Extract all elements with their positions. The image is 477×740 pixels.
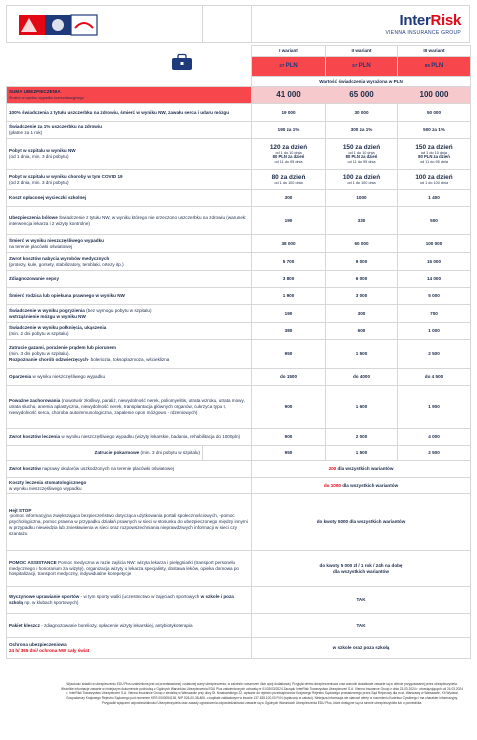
merged-row xyxy=(7,478,471,494)
variant-label-row xyxy=(7,46,471,57)
row-value: do 4000 xyxy=(326,369,398,386)
row-value: 120 za dzień od 1 do 10 dnia 80 PLN za dzień od 11 do 95 dnia xyxy=(252,139,326,170)
coverage-table xyxy=(6,45,471,659)
table-row xyxy=(7,305,471,323)
row-value: 3 000 xyxy=(326,288,398,305)
merged-value: TAK xyxy=(252,614,471,638)
merged-value: do kwoty 5000 dla wszystkich wariantów xyxy=(252,494,471,551)
row-value: 500 za 1% xyxy=(398,122,471,139)
row-label: Zwrot kosztów leczenia w wyniku nieszczęśliwego wypadku (wizyty lekarskie, badania, rehabilitacja do 1000pln) xyxy=(7,429,252,446)
table-row xyxy=(7,190,471,207)
merged-value: 200 dla wszystkich wariantów xyxy=(252,461,471,478)
header-left-cell xyxy=(7,6,203,42)
row-value: 2 500 xyxy=(398,446,471,461)
table-row xyxy=(7,369,471,386)
variant-3-label: III wariant xyxy=(398,46,471,57)
sum-value-3: 100 000 xyxy=(398,87,471,104)
row-label: POMOC ASSISTANCE Pomoc medyczna w razie zajścia NW: wizyta lekarza i pielęgniarki (transport personelu medycznego i honorarium za wizytę), organizacja wizyty u lekarza specjalisty, dostawa leków, opieka domowa po hospitalizacji, transport medyczny, indywidualne korepetycje xyxy=(7,551,252,587)
row-value: 38 000 xyxy=(252,235,326,253)
row-value: 500 xyxy=(398,207,471,235)
row-label: Świadczenie w wyniku połknięcia, ukąszenia (min. 2 dni pobytu w szpitalu) xyxy=(7,323,252,340)
row-value: 1 500 xyxy=(326,446,398,461)
value-header-row xyxy=(7,77,471,87)
row-value: 300 xyxy=(326,305,398,323)
row-value: 1 900 xyxy=(252,288,326,305)
sum-label-cell: SUMA UBEZPIECZENIA Śmierć w wyniku wypadku komunikacyjnego xyxy=(7,87,252,104)
row-value: 6 000 xyxy=(326,271,398,288)
row-value: 1000 xyxy=(326,190,398,207)
row-value: 2 500 xyxy=(398,340,471,369)
row-value: 950 xyxy=(252,446,326,461)
row-label: Zwrot kosztów naprawy okularów uszkodzonych na terenie placówki oświatowej xyxy=(7,461,252,478)
brand-tagline: VIENNA INSURANCE GROUP xyxy=(385,30,461,36)
price-row xyxy=(7,57,471,77)
brand-shapes-icon xyxy=(15,12,105,38)
row-value: 15 000 xyxy=(398,253,471,271)
row-label: Zwrot kosztów nabycia wyrobów medycznych (protezy, kule, gorsety, stabilizatory, temblaki, ortezy itp.) xyxy=(7,253,252,271)
table-row xyxy=(7,139,471,170)
row-value: 19 000 xyxy=(252,104,326,122)
value-header: Wartość świadczenia wyrażona w PLN xyxy=(252,77,471,87)
merged-row xyxy=(7,551,471,587)
row-value: 190 xyxy=(252,207,326,235)
row-label: Ubezpieczenia bólowe Świadczenie z tytułu NW, w wyniku którego nie orzeczono uszczerbku na zdrowiu (warunek: interwencja lekarza i 2 wizyty kontrolne) xyxy=(7,207,252,235)
row-value: 1 900 xyxy=(398,386,471,429)
merged-row xyxy=(7,587,471,614)
row-label: Wyczynowe uprawianie sportów - w tym sporty walki (uczestnictwo w zajęciach sportowych w szkole i poza szkołą np. w klubach sportowych) xyxy=(7,587,252,614)
row-value: 1 500 xyxy=(326,340,398,369)
footer-disclaimer: Wysokość składki w ubezpieczeniu EDU Plus uzależniona jest od przedstawionej i ustalonej sumy ubezpieczenia, w zakresie rozszerzeń i/lub opcji dodatkowej. Przyjęta oferta ubezpieczeniowa oraz warunki dodatkowe zawarte są w ofercie przygotowanej przez ubezpieczyciela. Wszelkie informacje zawarte w niniejszym dokumencie pochodzą z Ogólnych Warunków Ubezpieczenia EDU Plus zatwierdzonych uchwałą nr 01/03/03/2024 Zarządu InterRisk Towarzystwa Ubezpieczeń S.A. Vienna Insurance Group z dnia 23.03.2024 r. obowiązujących od 24.03.2024 r. InterRisk Towarzystwo Ubezpieczeń S.A. Vienna Insurance Group z siedzibą w Warszawie przy ulicy St. Noakowskiego 22, wpisane do rejestru przedsiębiorców Krajowego Rejestru Sądowego prowadzonego przez Sąd Rejonowy dla m.st. Warszawy w Warszawie, XII Wydział Gospodarczy Krajowego Rejestru Sądowego pod numerem KRS 0000054136, NIP 526-00-38-806, o kapitale zakładowym w kwocie 137.635.100,00 PLN (wpłacony w całości). Niniejsza informacja nie stanowi oferty w rozumieniu Kodeksu Cywilnego i ma charakter informacyjny. Przypadki wyłączeń odpowiedzialności Ubezpieczyciela oraz zasady ograniczenia odpowiedzialności zawarte są w Ogólnych Warunkach Ubezpieczenia EDU Plus, które dostępne są na stronie ubezpieczyciela lub u pośrednika. xyxy=(61,682,463,705)
table-row xyxy=(7,340,471,369)
row-value: 600 xyxy=(326,323,398,340)
table-row xyxy=(7,122,471,139)
table-row xyxy=(7,429,471,446)
table-row xyxy=(7,235,471,253)
table-row xyxy=(7,104,471,122)
row-value: 4 000 xyxy=(398,429,471,446)
table-row xyxy=(7,446,471,461)
row-value: 900 xyxy=(252,386,326,429)
row-label: Zatrucie gazami, porażenie prądem lub piorunem (min. 3 dni pobytu w szpitalu). Rozpoznanie chorób odzwierzęcych- boleriozia, toksoplazmoza, wścieklizna xyxy=(7,340,252,369)
table-row xyxy=(7,207,471,235)
row-value: 330 xyxy=(326,207,398,235)
row-label: Świadczenie za 1% uszczerbku na zdrowiu (płatne za 1 rok) xyxy=(7,122,252,139)
merged-row xyxy=(7,614,471,638)
row-value: 100 za dzień od 1 do 100 dnia xyxy=(326,170,398,190)
sum-value-2: 65 000 xyxy=(326,87,398,104)
sum-value-1: 41 000 xyxy=(252,87,326,104)
row-label: 100% świadczenia z tytułu uszczerbku na zdrowiu, śmierć w wyniku NW, zawału serca i udaru mózgu xyxy=(7,104,252,122)
row-label: Zatrucie pokarmowe (min. 3 dni pobytu w szpitalu) xyxy=(7,446,203,461)
row-label: Koszty leczenia stomatologicznego w wyniku nieszczęśliwego wypadku xyxy=(7,478,252,494)
row-value: 100 000 xyxy=(398,235,471,253)
variant-1-price: 37 PLN xyxy=(252,57,326,77)
header-mid-cell xyxy=(203,6,252,42)
row-label: Śmierć w wyniku nieszczęśliwego wypadku na terenie placówki oświatowej xyxy=(7,235,252,253)
row-value: 300 xyxy=(252,190,326,207)
row-value: 190 za 1% xyxy=(252,122,326,139)
variant-2-label: II wariant xyxy=(326,46,398,57)
row-value: 14 000 xyxy=(398,271,471,288)
row-label: Śmierć rodzica lub opiekuna prawnego w wyniku NW xyxy=(7,288,252,305)
variant-3-price: 89 PLN xyxy=(398,57,471,77)
table-row xyxy=(7,288,471,305)
row-value: 700 xyxy=(398,305,471,323)
table-row xyxy=(7,323,471,340)
row-value: 1 600 xyxy=(326,386,398,429)
row-value: 9 000 xyxy=(326,253,398,271)
row-value: 900 xyxy=(252,429,326,446)
merged-value: w szkole oraz poza szkołą xyxy=(252,638,471,659)
merged-row xyxy=(7,638,471,659)
row-value: 80 za dzień od 1 do 100 dnia xyxy=(252,170,326,190)
merged-value: TAK xyxy=(252,587,471,614)
merged-value: do 1000 dla wszystkich wariantów xyxy=(252,478,471,494)
header-box xyxy=(6,5,470,43)
row-value: 3 800 xyxy=(252,271,326,288)
row-value: 150 za dzień od 1 do 10 dnia 80 PLN za dzień od 11 do 95 dnia xyxy=(326,139,398,170)
variant-1-label: I wariant xyxy=(252,46,326,57)
table-row xyxy=(7,386,471,429)
row-value: 950 xyxy=(252,340,326,369)
table-row xyxy=(7,253,471,271)
row-label: Pakiet kleszcz - zdiagnozowanie boreliozy, opłacenie wizyty lekarskiej, antybiotykoterapia xyxy=(7,614,252,638)
row-label: Świadczenie w wyniku pogryzienia (bez wymogu pobytu w szpitalu) wstrząśnienie mózgu w wyniku NW xyxy=(7,305,252,323)
row-label: Hejt STOP -pomoc informacyjna zwiększająca bezpieczeństwo dotycząca użytkowania portali społecznościowych, -pomoc psychologiczna, pomoc prawna w przypadku działań prawnych w sieci w stosunku do ubezpieczonego między innymi w przypadku niewiedzia lub zniesławienia w sieci oraz rozpowszechniania nieprawdziwych informacji w sieci czy szantażu xyxy=(7,494,252,551)
row-value: 5 700 xyxy=(252,253,326,271)
row-value: 190 xyxy=(252,305,326,323)
row-value: do 1500 xyxy=(252,369,326,386)
row-value: 50 000 xyxy=(398,104,471,122)
row-label: Zdiagnozowanie sepsy xyxy=(7,271,252,288)
row-value: 300 za 1% xyxy=(326,122,398,139)
brand-name: InterRisk xyxy=(399,12,461,29)
row-value: 60 000 xyxy=(326,235,398,253)
row-value: 30 000 xyxy=(326,104,398,122)
row-label: Pobyt w szpitalu w wyniku NW (od 1 dnia, min. 3 dni pobytu) xyxy=(7,139,252,170)
brand-logo xyxy=(345,12,461,40)
row-label: Koszt opłaconej wycieczki szkolnej xyxy=(7,190,252,207)
merged-row xyxy=(7,494,471,551)
row-value: 1 400 xyxy=(398,190,471,207)
table-row xyxy=(7,271,471,288)
row-value: 2 000 xyxy=(326,429,398,446)
row-label: Poważne zachorowania (nowotwór złośliwy, paraliż, niewydolność nerek, poliomyelitis, utrata wzroku, utrata mowy, utrata słuchu, anemia aplastyczna, niewydolność nerek, transplantacja głównych organów, cukrzyca typu I, niewydolność serca, choroba autoimmunologiczna, zapalenie opon mózgowo - rdzeniowych) xyxy=(7,386,252,429)
row-label: Oparzenia w wyniku nieszczęśliwego wypadku xyxy=(7,369,252,386)
table-row xyxy=(7,170,471,190)
row-value: do 4 500 xyxy=(398,369,471,386)
row-value: 1 000 xyxy=(398,323,471,340)
merged-value: do kwoty 5 000 zł / 1 rok / 24h na dobę dla wszystkich wariantów xyxy=(252,551,471,587)
row-label: Ochrona ubezpieczeniowa 24 h/ 365 dni/ ochrona NW cały świat xyxy=(7,638,252,659)
row-value: 5 000 xyxy=(398,288,471,305)
row-label: Pobyt w szpitalu w wyniku choroby w tym COVID 19 (od 2 dnia, min. 3 dni pobytu) xyxy=(7,170,252,190)
row-value: 150 za dzień od 1 do 10 dnia 80 PLN za dzień od 11 do 95 dnia xyxy=(398,139,471,170)
row-value: 100 za dzień od 1 do 100 dnia xyxy=(398,170,471,190)
row-value: 380 xyxy=(252,323,326,340)
variant-2-price: 57 PLN xyxy=(326,57,398,77)
sum-row xyxy=(7,87,471,104)
merged-row xyxy=(7,461,471,478)
